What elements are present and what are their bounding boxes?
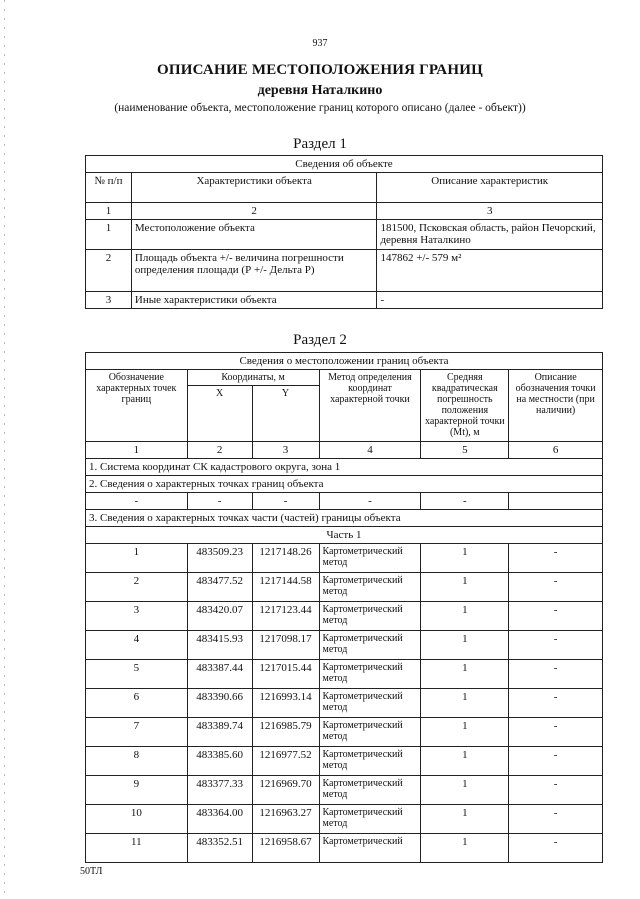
table-row xyxy=(86,527,603,544)
coord-y-cell: 1217144.58 xyxy=(252,573,319,602)
point-id-cell: 11 xyxy=(86,834,188,863)
table-row xyxy=(86,718,603,747)
point-id-cell: 7 xyxy=(86,718,188,747)
index-cell: 3 xyxy=(377,203,603,220)
coord-x-cell: 483509.23 xyxy=(187,544,252,573)
method-cell: Картометрический метод xyxy=(319,718,421,747)
page-number: 937 xyxy=(312,38,328,49)
table-title: Сведения об объекте xyxy=(86,156,603,173)
table-row xyxy=(86,747,603,776)
point-id-cell: 3 xyxy=(86,602,188,631)
point-id-cell: 6 xyxy=(86,689,188,718)
cell: Местоположение объекта xyxy=(131,220,377,250)
coord-y-cell: 1217123.44 xyxy=(252,602,319,631)
table-row xyxy=(86,660,603,689)
cell: - xyxy=(377,292,603,309)
point-id-cell: 10 xyxy=(86,805,188,834)
dash-row xyxy=(86,493,603,510)
coord-y-cell: 1217148.26 xyxy=(252,544,319,573)
point-id-cell: 1 xyxy=(86,544,188,573)
cell: - xyxy=(319,493,421,510)
table-row xyxy=(86,459,603,476)
table-row xyxy=(86,156,603,173)
mt-cell: 1 xyxy=(421,776,509,805)
point-id-cell: 9 xyxy=(86,776,188,805)
mt-cell: 1 xyxy=(421,631,509,660)
header-cell: Метод определения координат характерной точки xyxy=(319,370,421,442)
part-info-row: 3. Сведения о характерных точках части (частей) границы объекта xyxy=(86,510,603,527)
table-row xyxy=(86,631,603,660)
document-subtitle: деревня Наталкино xyxy=(257,83,383,98)
cell: - xyxy=(187,493,252,510)
coord-y-cell: 1216963.27 xyxy=(252,805,319,834)
mt-cell: 1 xyxy=(421,689,509,718)
table-row xyxy=(86,602,603,631)
table-title: Сведения о местоположении границ объекта xyxy=(86,353,603,370)
table-row xyxy=(86,573,603,602)
coord-x-cell: 483477.52 xyxy=(187,573,252,602)
method-cell: Картометрический метод xyxy=(319,631,421,660)
footer-code: 50ТЛ xyxy=(80,866,103,877)
coord-y-cell: 1216969.70 xyxy=(252,776,319,805)
header-cell-y: Y xyxy=(252,386,319,442)
cell: - xyxy=(421,493,509,510)
mt-cell: 1 xyxy=(421,573,509,602)
section2-table xyxy=(85,352,603,863)
index-cell: 4 xyxy=(319,442,421,459)
description-cell: - xyxy=(509,834,603,863)
mt-cell: 1 xyxy=(421,747,509,776)
cell: 147862 +/- 579 м² xyxy=(377,250,603,292)
point-id-cell: 4 xyxy=(86,631,188,660)
coord-y-cell: 1217098.17 xyxy=(252,631,319,660)
coord-x-cell: 483352.51 xyxy=(187,834,252,863)
point-id-cell: 5 xyxy=(86,660,188,689)
description-cell: - xyxy=(509,776,603,805)
method-cell: Картометрический метод xyxy=(319,689,421,718)
coord-y-cell: 1216977.52 xyxy=(252,747,319,776)
mt-cell: 1 xyxy=(421,660,509,689)
table-row xyxy=(86,220,603,250)
cell: - xyxy=(86,493,188,510)
cell xyxy=(509,493,603,510)
method-cell: Картометрический метод xyxy=(319,805,421,834)
coord-x-cell: 483390.66 xyxy=(187,689,252,718)
description-cell: - xyxy=(509,689,603,718)
points-body xyxy=(86,544,603,863)
header-cell: Координаты, м xyxy=(187,370,319,386)
document-title: ОПИСАНИЕ МЕСТОПОЛОЖЕНИЯ ГРАНИЦ xyxy=(157,62,483,78)
cell: 2 xyxy=(86,250,132,292)
part-label: Часть 1 xyxy=(86,527,603,544)
table-row xyxy=(86,250,603,292)
header-cell-x: X xyxy=(187,386,252,442)
method-cell: Картометрический метод xyxy=(319,544,421,573)
table-row xyxy=(86,544,603,573)
coord-x-cell: 483385.60 xyxy=(187,747,252,776)
cell: 1 xyxy=(86,220,132,250)
table-header-row xyxy=(86,173,603,203)
point-id-cell: 8 xyxy=(86,747,188,776)
coord-y-cell: 1217015.44 xyxy=(252,660,319,689)
table-row xyxy=(86,292,603,309)
method-cell: Картометрический метод xyxy=(319,747,421,776)
header-cell: Характеристики объекта xyxy=(131,173,377,203)
description-cell: - xyxy=(509,631,603,660)
mt-cell: 1 xyxy=(421,602,509,631)
header-cell: Описание обозначения точки на местности (при наличии) xyxy=(509,370,603,442)
coord-x-cell: 483364.00 xyxy=(187,805,252,834)
description-cell: - xyxy=(509,718,603,747)
coord-system-row: 1. Система координат СК кадастрового округа, зона 1 xyxy=(86,459,603,476)
section2-title: Раздел 2 xyxy=(293,332,347,348)
method-cell: Картометрический xyxy=(319,834,421,863)
header-cell: № п/п xyxy=(86,173,132,203)
method-cell: Картометрический метод xyxy=(319,776,421,805)
cell: 181500, Псковская область, район Печорский, деревня Наталкино xyxy=(377,220,603,250)
index-cell: 2 xyxy=(131,203,377,220)
cell: 3 xyxy=(86,292,132,309)
index-cell: 6 xyxy=(509,442,603,459)
header-cell: Средняя квадратическая погрешность положения характерной точки (Mt), м xyxy=(421,370,509,442)
table-row xyxy=(86,776,603,805)
table-row xyxy=(86,510,603,527)
scan-edge xyxy=(4,0,5,899)
coord-y-cell: 1216993.14 xyxy=(252,689,319,718)
section1-title: Раздел 1 xyxy=(293,136,347,152)
section1-table xyxy=(85,155,603,309)
mt-cell: 1 xyxy=(421,805,509,834)
index-cell: 2 xyxy=(187,442,252,459)
index-cell: 1 xyxy=(86,442,188,459)
description-cell: - xyxy=(509,747,603,776)
header-cell: Описание характеристик xyxy=(377,173,603,203)
table-row xyxy=(86,689,603,718)
table-row xyxy=(86,353,603,370)
description-cell: - xyxy=(509,805,603,834)
points-info-row: 2. Сведения о характерных точках границ объекта xyxy=(86,476,603,493)
description-cell: - xyxy=(509,544,603,573)
document-caption: (наименование объекта, местоположение границ которого описано (далее - объект)) xyxy=(114,102,526,114)
index-cell: 3 xyxy=(252,442,319,459)
mt-cell: 1 xyxy=(421,834,509,863)
point-id-cell: 2 xyxy=(86,573,188,602)
description-cell: - xyxy=(509,660,603,689)
description-cell: - xyxy=(509,602,603,631)
index-cell: 5 xyxy=(421,442,509,459)
coord-y-cell: 1216985.79 xyxy=(252,718,319,747)
cell: Иные характеристики объекта xyxy=(131,292,377,309)
coord-x-cell: 483389.74 xyxy=(187,718,252,747)
table-row xyxy=(86,834,603,863)
coord-x-cell: 483415.93 xyxy=(187,631,252,660)
mt-cell: 1 xyxy=(421,544,509,573)
table-row xyxy=(86,476,603,493)
coord-x-cell: 483387.44 xyxy=(187,660,252,689)
index-cell: 1 xyxy=(86,203,132,220)
index-row xyxy=(86,442,603,459)
coord-x-cell: 483377.33 xyxy=(187,776,252,805)
index-row xyxy=(86,203,603,220)
method-cell: Картометрический метод xyxy=(319,573,421,602)
mt-cell: 1 xyxy=(421,718,509,747)
table-header-row xyxy=(86,370,603,386)
method-cell: Картометрический метод xyxy=(319,660,421,689)
cell: Площадь объекта +/- величина погрешности определения площади (Р +/- Дельта Р) xyxy=(131,250,377,292)
cell: - xyxy=(252,493,319,510)
header-cell: Обозначение характерных точек границ xyxy=(86,370,188,442)
method-cell: Картометрический метод xyxy=(319,602,421,631)
coord-x-cell: 483420.07 xyxy=(187,602,252,631)
table-row xyxy=(86,805,603,834)
coord-y-cell: 1216958.67 xyxy=(252,834,319,863)
description-cell: - xyxy=(509,573,603,602)
